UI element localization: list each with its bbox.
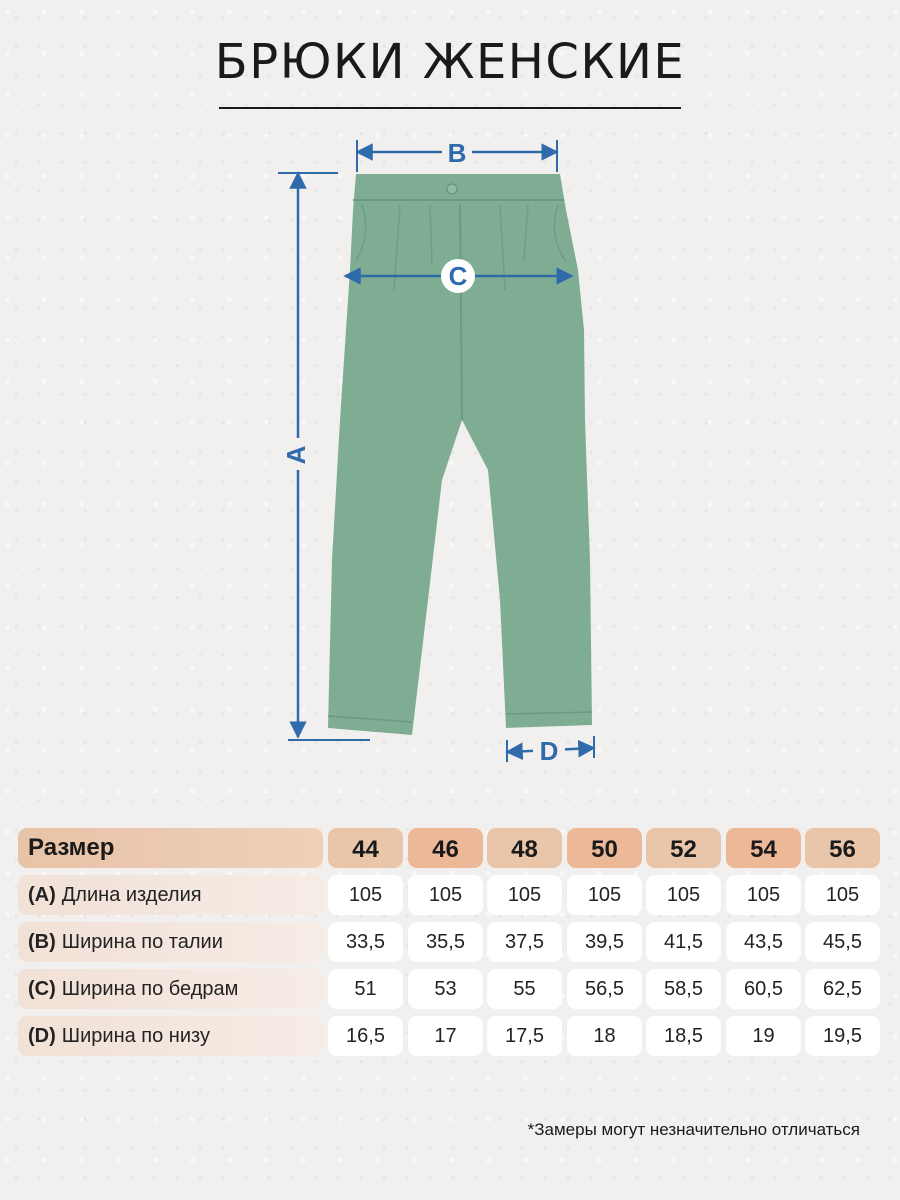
measurement-footnote: *Замеры могут незначительно отличаться (527, 1120, 860, 1139)
size-46: 46 (408, 828, 483, 868)
dimension-a-label: A (280, 445, 311, 465)
trousers-image (328, 174, 592, 735)
table-cell: 41,5 (646, 922, 721, 962)
table-cell: 33,5 (328, 922, 403, 962)
table-cell: 17,5 (487, 1016, 562, 1056)
table-cell: 35,5 (408, 922, 483, 962)
row-letter: (A) (28, 883, 56, 906)
size-48: 48 (487, 828, 562, 868)
table-cell: 58,5 (646, 969, 721, 1009)
table-cell: 45,5 (805, 922, 880, 962)
row-label-text: Ширина по бедрам (61, 977, 239, 1000)
size-50: 50 (567, 828, 642, 868)
table-cell: 105 (567, 875, 642, 915)
size-header-row (18, 828, 882, 875)
table-cell: 105 (646, 875, 721, 915)
size-44: 44 (328, 828, 403, 868)
table-row-length (18, 875, 882, 922)
size-52: 52 (646, 828, 721, 868)
size-header-label: Размер (18, 828, 323, 868)
row-label-text: Длина изделия (61, 883, 202, 906)
dimension-d-label: D (539, 736, 559, 766)
row-label (18, 875, 323, 915)
table-cell: 56,5 (567, 969, 642, 1009)
size-table (18, 828, 882, 1063)
row-letter: (B) (28, 930, 56, 953)
size-56: 56 (805, 828, 880, 868)
table-cell: 105 (726, 875, 801, 915)
row-label-text: Ширина по талии (61, 930, 223, 953)
table-cell: 39,5 (567, 922, 642, 962)
table-row-waist (18, 922, 882, 969)
table-cell: 43,5 (726, 922, 801, 962)
dimension-c-label: C (448, 261, 468, 291)
table-cell: 105 (408, 875, 483, 915)
table-cell: 55 (487, 969, 562, 1009)
row-label (18, 922, 323, 962)
table-cell: 53 (408, 969, 483, 1009)
table-cell: 37,5 (487, 922, 562, 962)
table-cell: 18 (567, 1016, 642, 1056)
row-label-text: Ширина по низу (61, 1024, 210, 1047)
table-row-bottom (18, 1016, 882, 1063)
table-cell: 17 (408, 1016, 483, 1056)
table-cell: 19 (726, 1016, 801, 1056)
table-cell: 51 (328, 969, 403, 1009)
table-cell: 105 (328, 875, 403, 915)
table-cell: 105 (805, 875, 880, 915)
row-label (18, 969, 323, 1009)
table-cell: 16,5 (328, 1016, 403, 1056)
table-cell: 18,5 (646, 1016, 721, 1056)
table-cell: 60,5 (726, 969, 801, 1009)
table-row-hips (18, 969, 882, 1016)
row-letter: (C) (28, 977, 56, 1000)
table-cell: 105 (487, 875, 562, 915)
row-letter: (D) (28, 1024, 56, 1047)
row-label (18, 1016, 323, 1056)
size-54: 54 (726, 828, 801, 868)
dimension-b-label: B (447, 138, 467, 168)
page-title: БРЮКИ ЖЕНСКИЕ (214, 34, 686, 90)
table-cell: 19,5 (805, 1016, 880, 1056)
table-cell: 62,5 (805, 969, 880, 1009)
